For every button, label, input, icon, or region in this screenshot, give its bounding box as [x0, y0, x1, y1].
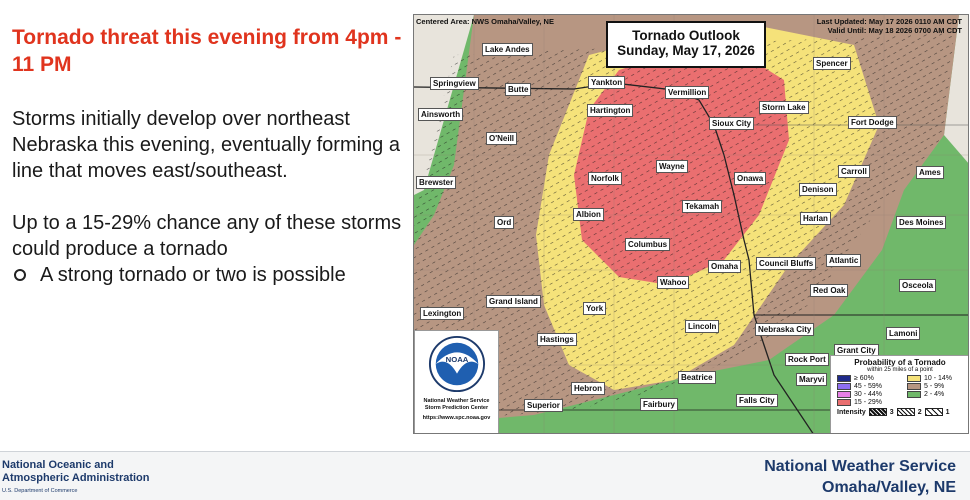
valid-until-label: Valid Until: May 18 2026 0700 AM CDT: [827, 26, 962, 35]
legend-swatch: [837, 391, 851, 398]
legend-title: Probability of a Tornado: [854, 358, 946, 367]
last-updated-label: Last Updated: May 17 2026 0110 AM CDT: [816, 17, 962, 26]
city-label: Nebraska City: [755, 323, 814, 336]
city-label: Carroll: [838, 165, 870, 178]
city-label: Tekamah: [682, 200, 722, 213]
city-label: Atlantic: [826, 254, 861, 267]
city-label: Hartington: [587, 104, 633, 117]
footer-bar: [0, 451, 970, 500]
city-label: Rock Port: [785, 353, 829, 366]
outlook-date: Sunday, May 17, 2026: [617, 43, 755, 58]
city-label: Lamoni: [886, 327, 920, 340]
intensity-label: Intensity: [837, 408, 866, 416]
city-label: Wayne: [656, 160, 688, 173]
city-label: Columbus: [625, 238, 670, 251]
city-label: Lexington: [420, 307, 464, 320]
city-label: Fort Dodge: [848, 116, 897, 129]
city-label: Falls City: [736, 394, 778, 407]
outlook-title-box: [606, 21, 766, 68]
city-label: Sioux City: [709, 117, 754, 130]
city-label: Hastings: [537, 333, 577, 346]
city-label: Harlan: [800, 212, 831, 225]
nws-caption: National Weather Service: [423, 398, 490, 404]
city-label: Osceola: [899, 279, 936, 292]
commerce-label: U.S. Department of Commerce: [2, 488, 78, 494]
noaa-logo-text: NOAA: [445, 355, 468, 365]
city-label: Denison: [799, 183, 837, 196]
legend-swatch: [907, 391, 921, 398]
noaa-name: National Oceanic and Atmospheric Administration: [2, 459, 150, 484]
legend-item: 10 - 14%: [907, 375, 969, 382]
nws-logo-box: [414, 330, 499, 434]
legend-item: 30 - 44%: [837, 391, 907, 398]
intensity-3-swatch: [869, 408, 887, 416]
outlook-title: Tornado Outlook: [632, 28, 740, 43]
city-label: Onawa: [734, 172, 766, 185]
legend-swatch: [907, 383, 921, 390]
legend-item: ≥ 60%: [837, 375, 907, 382]
bullet-text: A strong tornado or two is possible: [40, 264, 346, 286]
city-label: Superior: [524, 399, 563, 412]
city-label: Butte: [505, 83, 531, 96]
spc-caption: Storm Prediction Center: [424, 405, 489, 411]
intensity-2-swatch: [897, 408, 915, 416]
bullet-item: [12, 262, 407, 288]
city-label: Spencer: [813, 57, 851, 70]
probability-legend: [830, 355, 969, 434]
city-label: York: [583, 302, 606, 315]
city-label: Fairbury: [640, 398, 678, 411]
legend-swatch: [837, 375, 851, 382]
city-label: Ames: [916, 166, 944, 179]
city-label: Yankton: [588, 76, 625, 89]
city-label: Beatrice: [678, 371, 716, 384]
city-label: Springview: [430, 77, 479, 90]
city-label: Hebron: [571, 382, 605, 395]
city-label: Ainsworth: [418, 108, 463, 121]
city-label: Grant City: [834, 344, 879, 357]
intensity-key: Intensity 3 2 1: [837, 408, 950, 416]
city-label: Storm Lake: [759, 101, 809, 114]
nws-office-name: National Weather Service Omaha/Valley, NE: [764, 458, 956, 496]
city-label: Des Moines: [896, 216, 946, 229]
city-label: Brewster: [416, 176, 456, 189]
bullet-circle-icon: [14, 269, 26, 281]
city-label: Council Bluffs: [756, 257, 816, 270]
probability-paragraph: Up to a 15-29% chance any of these storms could produce a tornado: [12, 212, 402, 260]
city-label: O'Neill: [486, 132, 517, 145]
spc-url: https://www.spc.noaa.gov: [422, 415, 491, 421]
description-paragraph: Storms initially develop over northeast Nebraska this evening, eventually forming a line that moves east/southeast.: [12, 108, 400, 182]
city-label: Vermillion: [665, 86, 709, 99]
legend-subtitle: within 25 miles of a point: [867, 367, 933, 373]
city-label: Omaha: [708, 260, 741, 273]
city-label: Lake Andes: [482, 43, 533, 56]
legend-items: [831, 375, 969, 406]
city-label: Red Oak: [810, 284, 848, 297]
city-label: Albion: [573, 208, 604, 221]
city-label: Norfolk: [588, 172, 622, 185]
tornado-outlook-map: [413, 14, 969, 434]
legend-swatch: [837, 399, 851, 406]
noaa-logo-icon: [428, 335, 486, 393]
slide-title: Tornado threat this evening from 4pm - 11 PM: [12, 26, 402, 76]
legend-swatch: [907, 375, 921, 382]
legend-swatch: [837, 383, 851, 390]
city-label: Grand Island: [486, 295, 541, 308]
city-label: Wahoo: [657, 276, 689, 289]
city-label: Maryvi: [796, 373, 827, 386]
city-label: Lincoln: [685, 320, 719, 333]
centered-area-label: Centered Area: NWS Omaha/Valley, NE: [416, 17, 554, 26]
slide-body: [12, 106, 407, 288]
legend-item: 15 - 29%: [837, 399, 907, 406]
intensity-1-swatch: [925, 408, 943, 416]
city-label: Ord: [494, 216, 514, 229]
legend-item: 45 - 59%: [837, 383, 907, 390]
legend-item: 5 - 9%: [907, 383, 969, 390]
legend-item: 2 - 4%: [907, 391, 969, 398]
